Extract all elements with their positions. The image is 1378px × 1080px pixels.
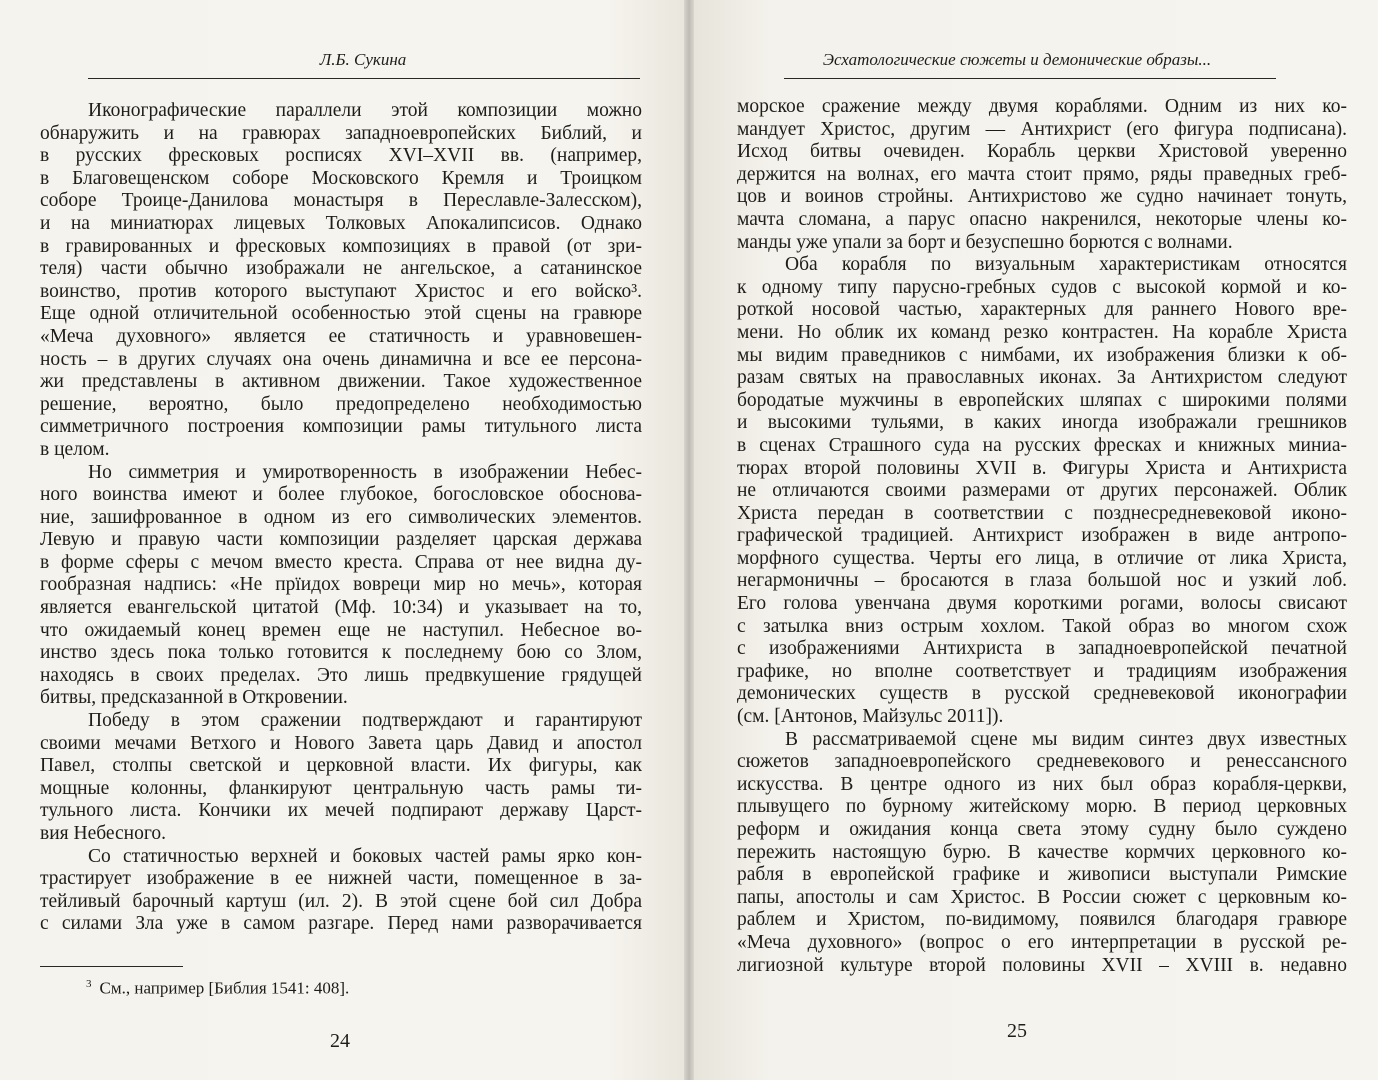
text-line: мени. Но облик их команд резко контрастен. На корабле Христа [737, 321, 1347, 343]
text-line: «Меча духовного» является ее статичность и уравновешен- [40, 325, 642, 347]
text-line: В рассматриваемой сцене мы видим синтез двух известных [785, 728, 1347, 750]
text-line: с затылка вниз острым хохлом. Такой образ во многом схож [737, 615, 1347, 637]
book-gutter [684, 0, 694, 1080]
text-line: теля) части обычно изображали не ангельское, а сатанинское [40, 258, 642, 280]
text-line: раблем и Христом, по-видимому, появился благодаря гравюре [737, 909, 1347, 931]
text-line: тейливый барочный картуш (ил. 2). В этой сцене бой сил Добра [40, 890, 642, 912]
text-line: тюрах второй половины XVII в. Фигуры Христа и Антихриста [737, 457, 1347, 479]
page-number: 25 [1007, 1020, 1027, 1042]
right-page-text [737, 96, 1347, 977]
text-line: роткой носовой частью, характерных для раннего Нового вре- [737, 299, 1347, 321]
text-line: с изображениями Антихриста в западноевропейской печатной [737, 638, 1347, 660]
text-line: мощные колонны, фланкируют центральную часть рамы ти- [40, 777, 642, 799]
text-line: реформ и ожидания конца света этому судну было суждено [737, 819, 1347, 840]
text-line: мандует Христос, другим — Антихрист (его фигура подписана). [737, 118, 1347, 140]
text-line: трастирует изображение в ее нижней части, помещенное в за- [40, 868, 642, 890]
text-line: является евангельской цитатой (Мф. 10:34) и указывает на то, [40, 597, 642, 619]
text-line: ность – в других случаях она очень динамична и все ее персона- [40, 348, 642, 370]
text-line: морское сражение между двумя кораблями. Одним из них ко- [737, 96, 1347, 117]
running-head-title: Эсхатологические сюжеты и демонические образы... [822, 50, 1212, 69]
text-line: Со статичностью верхней и боковых частей рамы ярко кон- [88, 845, 642, 867]
text-line: жи представлены в активном движении. Такое художественное [40, 371, 642, 393]
text-line: рабля в европейской графике и живописи выступали Римские [737, 864, 1347, 886]
text-line: графике, но вполне соответствует и традициям изображения [737, 660, 1347, 682]
text-line: держится на волнах, его мачта стоит прямо, ряды праведных греб- [737, 163, 1347, 185]
text-line: в Благовещенском соборе Московского Кремля и Троицком [40, 167, 642, 189]
text-line: обнаружить и на гравюрах западноевропейских Библий, и [40, 122, 642, 144]
text-line: (см. [Антонов, Майзульс 2011]). [737, 706, 1004, 728]
text-line: с силами Зла уже в самом разгаре. Перед нами разворачивается [40, 913, 642, 935]
running-head-author: Л.Б. Сукина [319, 50, 407, 69]
header-rule [88, 78, 640, 79]
text-line: лигиозной культуре второй половины XVII – XVIII в. недавно [737, 954, 1347, 976]
footnote-text: См., например [Библия 1541: 408]. [99, 978, 350, 998]
text-line: Победу в этом сражении подтверждают и гарантируют [88, 710, 642, 732]
text-line: своими мечами Ветхого и Нового Завета царь Давид и апостол [40, 732, 642, 754]
text-line: Исход битвы очевиден. Корабль церкви Христовой уверенно [737, 141, 1347, 163]
text-line: папы, апостолы и сам Христос. В России сюжет с церковным ко- [737, 886, 1347, 908]
text-line: соборе Троице-Данилова монастыря в Переславле-Залесском), [40, 190, 642, 212]
right-page [689, 0, 1378, 1080]
text-line: Еще одной отличительной особенностью этой сцены на гравюре [40, 303, 642, 325]
text-line: в гравированных и фресковых композициях в правой (от зри- [40, 235, 642, 257]
text-line: гообразная надпись: «Не прїидох вовреци мир но мечь», которая [40, 574, 642, 596]
text-line: к одному типу парусно-гребных судов с высокой кормой и ко- [737, 276, 1347, 298]
footnote-rule [40, 966, 183, 967]
text-line: в целом. [40, 438, 110, 460]
text-line: Оба корабля по визуальным характеристикам относятся [785, 254, 1347, 276]
text-line: симметричного построения композиции рамы титульного листа [40, 416, 642, 438]
text-line: тульного листа. Кончики их мечей подпирают державу Царст- [40, 800, 642, 822]
text-line: Но симметрия и умиротворенность в изображении Небес- [88, 461, 642, 483]
text-line: в форме сферы с мечом вместо креста. Справа от нее видна ду- [40, 551, 642, 573]
text-line: Христа передан в соответствии с позднесредневековой иконо- [737, 502, 1347, 524]
text-line: вия Небесного. [40, 823, 167, 844]
text-line: решение, вероятно, было предопределено необходимостью [40, 393, 642, 415]
text-line: битвы, предсказанной в Откровении. [40, 687, 348, 709]
text-line: мачта сломана, а парус опасно накренился, некоторые члены ко- [737, 208, 1347, 230]
text-line: Его голова увенчана двумя короткими рогами, волосы свисают [737, 593, 1347, 615]
text-line: Иконографические параллели этой композиции можно [88, 100, 642, 121]
text-line: пережить настоящую бурю. В качестве кормчих церковного ко- [737, 841, 1347, 863]
page-number: 24 [330, 1030, 350, 1052]
text-line: в сценах Страшного суда на русских фресках и книжных миниа- [737, 434, 1347, 456]
footnote [86, 978, 349, 999]
text-line: что ожидаемый конец времен еще не наступил. Небесное во- [40, 619, 642, 641]
text-line: демонических существ в русской средневековой иконографии [737, 683, 1347, 705]
text-line: в русских фресковых росписях XVI–XVII вв. (например, [40, 145, 642, 167]
text-line: находясь в своих пределах. Это лишь предвкушение грядущей [40, 664, 642, 686]
text-line: инство здесь пока только готовится к последнему бою со Злом, [40, 642, 642, 664]
text-line: ного воинства имеют и более глубокое, богословское обоснова- [40, 484, 642, 506]
text-line: и на миниатюрах лицевых Толковых Апокалипсисов. Однако [40, 212, 642, 234]
text-line: не отличаются своими размерами от других персонажей. Облик [737, 480, 1347, 502]
text-line: морфного существа. Черты его лица, в отличие от лика Христа, [737, 547, 1347, 569]
text-line: разам святых на православных иконах. За Антихристом следуют [737, 367, 1347, 389]
text-line: сюжетов западноевропейского средневекового и ренессансного [737, 751, 1347, 773]
text-line: цов и воинов стройны. Антихристово же судно начинает тонуть, [737, 186, 1347, 208]
text-line: плывущего по бурному житейскому морю. В период церковных [737, 796, 1347, 818]
text-line: мы видим праведников с нимбами, их изображения близки к об- [737, 344, 1347, 366]
text-line: воинство, против которого выступают Христос и его войско³. [40, 280, 642, 302]
text-line: негармоничны – бросаются в глаза большой нос и узкий лоб. [737, 570, 1347, 592]
left-page-text [40, 100, 642, 936]
text-line: ние, зашифрованное в одном из его символических элементов. [40, 506, 642, 528]
text-line: бородатые мужчины в европейских шляпах с широкими полями [737, 389, 1347, 411]
text-line: искусства. В центре одного из них был образ корабля-церкви, [737, 773, 1347, 795]
footnote-marker: 3 [86, 978, 92, 990]
header-rule [784, 78, 1276, 79]
text-line: графической традицией. Антихрист изображен в виде антропо- [737, 525, 1347, 547]
text-line: Левую и правую части композиции разделяет царская держава [40, 529, 642, 551]
text-line: Павел, столпы светской и церковной власти. Их фигуры, как [40, 755, 642, 777]
text-line: «Меча духовного» (вопрос о его интерпретации в русской ре- [737, 931, 1347, 953]
text-line: и высокими тульями, в каких иногда изображали грешников [737, 412, 1347, 434]
text-line: манды уже упали за борт и безуспешно борются с волнами. [737, 231, 1233, 253]
